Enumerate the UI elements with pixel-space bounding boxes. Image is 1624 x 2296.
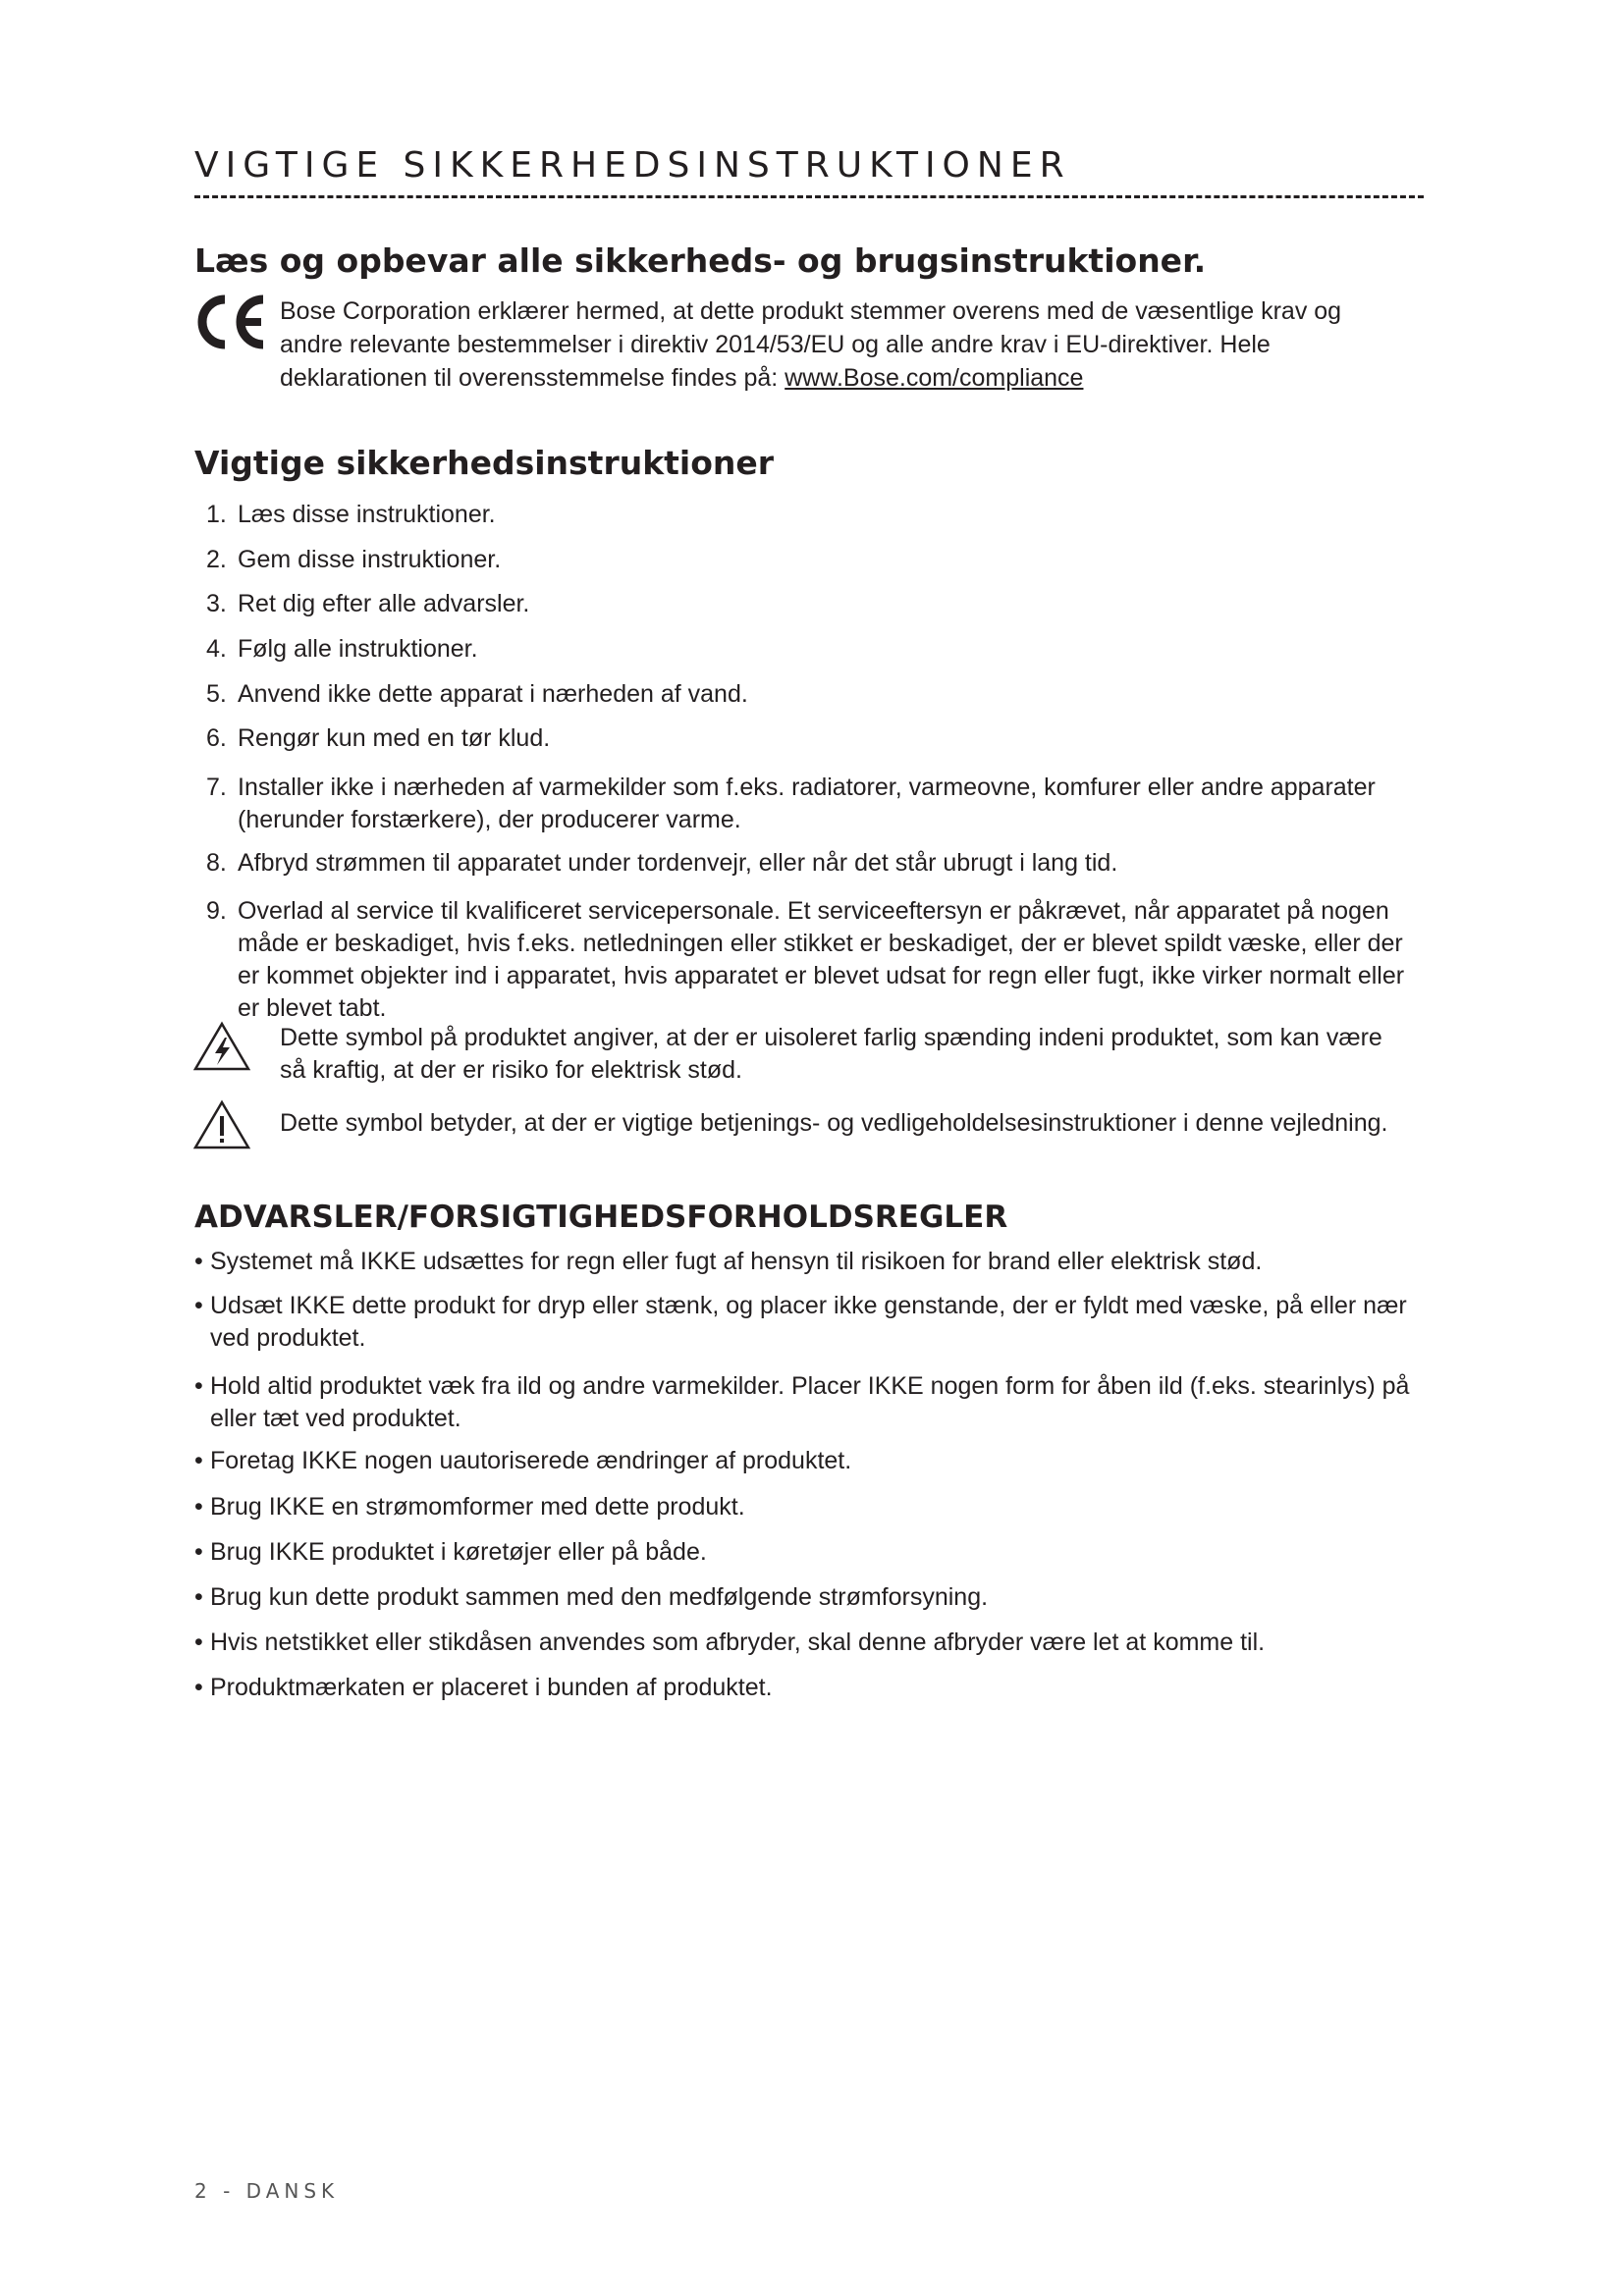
item-text: Afbryd strømmen til apparatet under tordenvejr, eller når det står ubrugt i lang tid. bbox=[238, 849, 1118, 877]
item-text: Ret dig efter alle advarsler. bbox=[238, 590, 530, 617]
bullet: • bbox=[194, 1248, 203, 1275]
list-item bbox=[194, 1581, 1422, 1614]
bullet: • bbox=[194, 1447, 203, 1474]
item-text: Brug IKKE produktet i køretøjer eller på både. bbox=[210, 1538, 707, 1566]
list-item bbox=[194, 722, 1422, 755]
exclamation-symbol-text: Dette symbol betyder, at der er vigtige betjenings- og vedligeholdelsesinstruktioner i denne vejledning. bbox=[280, 1109, 1388, 1137]
bullet: • bbox=[194, 1493, 203, 1521]
item-text: Installer ikke i nærheden af varmekilder som f.eks. radiatorer, varmeovne, komfurer eller andre apparater (herunder forstærkere), der producerer varme. bbox=[238, 774, 1376, 833]
bullet: • bbox=[194, 1583, 203, 1611]
list-item bbox=[194, 1536, 1422, 1569]
list-item bbox=[194, 1627, 1422, 1659]
list-item bbox=[194, 1491, 1422, 1523]
item-text: Overlad al service til kvalificeret servicepersonale. Et serviceeftersyn er påkrævet, når apparatet på nogen måde er beskadiget, hvis f.eks. netledningen eller stikket er beskadiget, der er blevet spildt væske, eller der er kommet objekter ind i apparatet, hvis apparatet er blevet udsat for regn eller fugt, ikke virker normalt eller er blevet tabt. bbox=[238, 897, 1405, 1022]
item-number: 1. bbox=[206, 501, 227, 528]
list-item bbox=[194, 1290, 1422, 1355]
title-divider bbox=[194, 195, 1424, 198]
ce-declaration-text: Bose Corporation erklærer hermed, at dette produkt stemmer overens med de væsentlige krav og andre relevante bestemmelser i direktiv 2014/53/EU og alle andre krav i EU-direktiver. Hele deklarationen til overensstemmelse findes på: bbox=[280, 297, 1342, 392]
warnings-heading: ADVARSLER/FORSIGTIGHEDSFORHOLDSREGLER bbox=[194, 1200, 1008, 1235]
item-number: 7. bbox=[206, 774, 227, 801]
safety-heading: Vigtige sikkerhedsinstruktioner bbox=[194, 444, 775, 482]
item-text: Hvis netstikket eller stikdåsen anvendes som afbryder, skal denne afbryder være let at komme til. bbox=[210, 1629, 1266, 1656]
list-item bbox=[194, 633, 1422, 666]
item-text: Brug IKKE en strømomformer med dette produkt. bbox=[210, 1493, 745, 1521]
item-number: 3. bbox=[206, 590, 227, 617]
item-number: 5. bbox=[206, 680, 227, 708]
item-text: Udsæt IKKE dette produkt for dryp eller stænk, og placer ikke genstande, der er fyldt med væske, på eller nær ved produktet. bbox=[210, 1292, 1407, 1352]
item-text: Systemet må IKKE udsættes for regn eller fugt af hensyn til risikoen for brand eller elektrisk stød. bbox=[210, 1248, 1263, 1275]
item-text: Foretag IKKE nogen uautoriserede ændringer af produktet. bbox=[210, 1447, 852, 1474]
item-text: Brug kun dette produkt sammen med den medfølgende strømforsyning. bbox=[210, 1583, 989, 1611]
item-text: Anvend ikke dette apparat i nærheden af vand. bbox=[238, 680, 748, 708]
ce-declaration bbox=[280, 294, 1389, 395]
list-item bbox=[194, 588, 1422, 620]
list-item bbox=[194, 895, 1422, 1025]
list-item bbox=[194, 1445, 1422, 1477]
ce-mark-icon bbox=[192, 292, 269, 352]
intro-heading: Læs og opbevar alle sikkerheds- og brugsinstruktioner. bbox=[194, 241, 1207, 280]
lightning-symbol-text: Dette symbol på produktet angiver, at der er uisoleret farlig spænding indeni produktet, som kan være så kraftig, at der er risiko for elektrisk stød. bbox=[280, 1024, 1382, 1084]
item-text: Følg alle instruktioner. bbox=[238, 635, 478, 663]
list-item bbox=[194, 499, 1422, 531]
list-item bbox=[194, 1246, 1422, 1278]
bullet: • bbox=[194, 1372, 203, 1400]
item-number: 6. bbox=[206, 724, 227, 752]
list-item bbox=[194, 544, 1422, 576]
item-text: Læs disse instruktioner. bbox=[238, 501, 496, 528]
bullet: • bbox=[194, 1538, 203, 1566]
bullet: • bbox=[194, 1292, 203, 1319]
list-item bbox=[194, 1672, 1422, 1704]
bullet: • bbox=[194, 1629, 203, 1656]
item-text: Produktmærkaten er placeret i bunden af produktet. bbox=[210, 1674, 773, 1701]
item-number: 2. bbox=[206, 546, 227, 573]
item-number: 8. bbox=[206, 849, 227, 877]
exclamation-warning-icon bbox=[192, 1099, 251, 1150]
list-item bbox=[194, 772, 1422, 836]
item-number: 9. bbox=[206, 897, 227, 925]
item-text: Gem disse instruktioner. bbox=[238, 546, 502, 573]
bullet: • bbox=[194, 1674, 203, 1701]
list-item bbox=[194, 1370, 1422, 1435]
lightning-warning-icon bbox=[192, 1021, 251, 1072]
item-text: Hold altid produktet væk fra ild og andre varmekilder. Placer IKKE nogen form for åben ild (f.eks. stearinlys) på eller tæt ved produktet. bbox=[210, 1372, 1410, 1432]
item-number: 4. bbox=[206, 635, 227, 663]
compliance-link[interactable]: www.Bose.com/compliance bbox=[785, 364, 1084, 392]
item-text: Rengør kun med en tør klud. bbox=[238, 724, 551, 752]
page-title: VIGTIGE SIKKERHEDSINSTRUKTIONER bbox=[194, 145, 1071, 186]
list-item bbox=[194, 847, 1422, 880]
list-item bbox=[194, 678, 1422, 711]
page-footer: 2 - DANSK bbox=[194, 2179, 340, 2203]
